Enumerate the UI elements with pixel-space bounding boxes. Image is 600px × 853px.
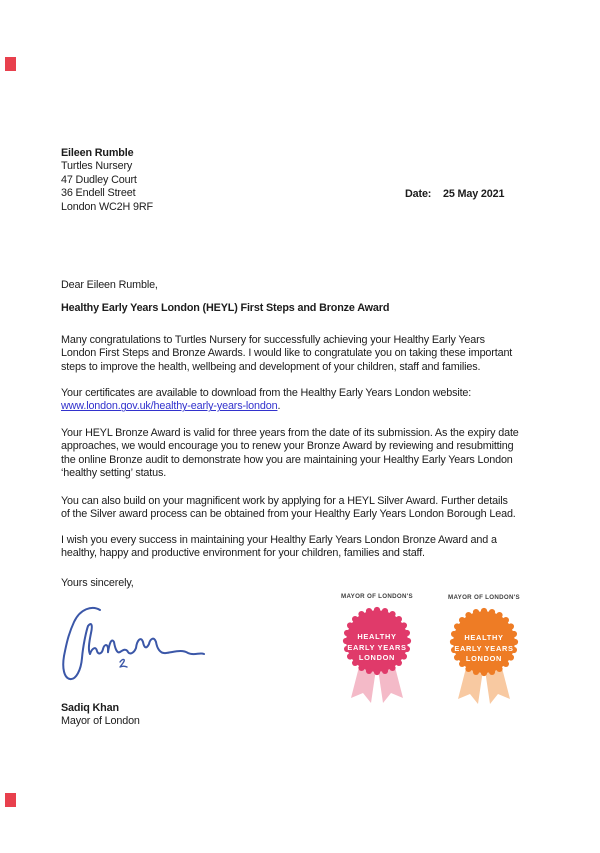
badge-caption: MAYOR OF LONDON'S bbox=[340, 593, 413, 600]
paragraph-line: the online Bronze audit to demonstrate how you are maintaining your Healthy Early Years London bbox=[61, 453, 513, 466]
badge-text-line: HEALTHY bbox=[464, 633, 504, 642]
recipient-name: Eileen Rumble bbox=[61, 147, 134, 159]
paragraph-line: of the Silver award process can be obtained from your Healthy Early Years London Borough Lead. bbox=[61, 508, 516, 521]
paragraph-renewal bbox=[61, 427, 519, 481]
badge-text-line: LONDON bbox=[358, 653, 396, 663]
signer-block bbox=[61, 702, 140, 729]
signature bbox=[50, 602, 210, 687]
red-registration-mark-bottom bbox=[5, 793, 16, 807]
badge-text-line: HEALTHY bbox=[357, 632, 397, 641]
paragraph-congratulations bbox=[61, 334, 512, 374]
heyl-website-link[interactable]: www.london.gov.uk/healthy-early-years-london bbox=[61, 400, 278, 413]
paragraph-line: London First Steps and Bronze Awards. I would like to congratulate you on taking these important bbox=[61, 347, 513, 360]
badge-text-line: EARLY YEARS bbox=[454, 643, 514, 653]
paragraph-line: healthy, happy and productive environment for your children, families and staff. bbox=[61, 547, 425, 560]
heyl-badge-orange bbox=[446, 594, 522, 710]
recipient-address-line: 47 Dudley Court bbox=[61, 173, 137, 186]
signer-name: Sadiq Khan bbox=[61, 702, 119, 714]
paragraph-line: Many congratulations to Turtles Nursery for successfully achieving your Healthy Early Years bbox=[61, 334, 485, 346]
paragraph-line bbox=[61, 400, 471, 413]
subject-heading: Healthy Early Years London (HEYL) First Steps and Bronze Award bbox=[61, 302, 390, 314]
date-label: Date: bbox=[405, 188, 432, 200]
paragraph-line: ‘healthy setting’ status. bbox=[61, 467, 167, 480]
red-registration-mark-top bbox=[5, 57, 16, 71]
signer-title: Mayor of London bbox=[61, 715, 140, 728]
paragraph-line: You can also build on your magnificent work by applying for a HEYL Silver Award. Further details bbox=[61, 495, 508, 507]
paragraph-silver-award bbox=[61, 495, 516, 522]
paragraph-line: I wish you every success in maintaining your Healthy Early Years London Bronze Award and a bbox=[61, 534, 497, 546]
badge-text-line: LONDON bbox=[465, 654, 503, 664]
recipient-address-line: 36 Endell Street bbox=[61, 187, 136, 200]
paragraph-line: steps to improve the health, wellbeing and development of your children, staff and families. bbox=[61, 360, 481, 373]
date-line bbox=[405, 188, 504, 201]
paragraph-line: approaches, we would encourage you to renew your Bronze Award by reviewing and resubmitting bbox=[61, 440, 514, 453]
paragraph-wishes bbox=[61, 534, 497, 561]
heyl-badge-pink bbox=[339, 593, 415, 709]
valediction: Yours sincerely, bbox=[61, 577, 134, 589]
paragraph-line: Your HEYL Bronze Award is valid for three years from the date of its submission. As the expiry date bbox=[61, 427, 519, 439]
badge-caption: MAYOR OF LONDON'S bbox=[447, 594, 520, 601]
date-value: 25 May 2021 bbox=[442, 188, 505, 200]
signature-drawing bbox=[50, 602, 210, 687]
recipient-address-block bbox=[61, 147, 153, 214]
paragraph-certificates bbox=[61, 387, 471, 414]
recipient-address-line: Turtles Nursery bbox=[61, 160, 133, 173]
recipient-address-line: London WC2H 9RF bbox=[61, 200, 153, 213]
paragraph-line: Your certificates are available to download from the Healthy Early Years London website: bbox=[61, 387, 472, 399]
badge-text bbox=[440, 633, 528, 665]
salutation: Dear Eileen Rumble, bbox=[61, 279, 158, 291]
badge-text bbox=[333, 632, 421, 664]
link-period: . bbox=[277, 400, 281, 413]
badge-text-line: EARLY YEARS bbox=[347, 642, 407, 652]
